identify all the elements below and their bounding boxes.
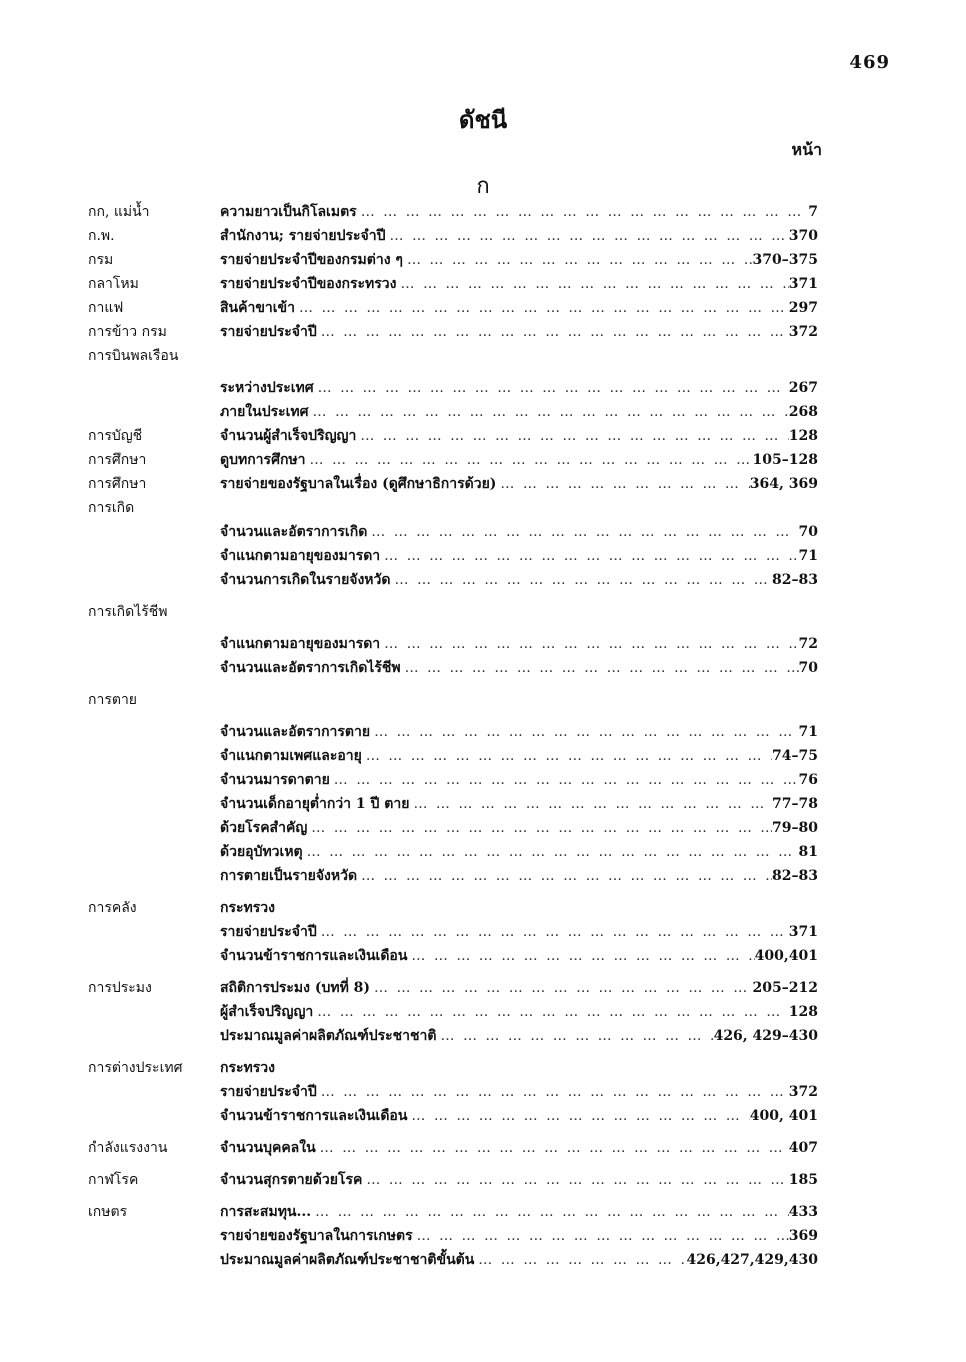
index-term: เกษตร: [88, 1204, 128, 1220]
index-entry-row: [88, 1104, 818, 1128]
leader-dots: [409, 792, 772, 816]
index-entry-row: [88, 976, 818, 1000]
index-subentry: จำนวนบุคคลใน: [220, 1140, 316, 1156]
page-reference: 7: [808, 204, 818, 220]
page-reference: 205–212: [752, 980, 818, 996]
leader-dots: [307, 816, 772, 840]
index-entry-row: [88, 448, 818, 472]
page-reference: 74–75: [772, 748, 818, 764]
leader-dots: [362, 1168, 788, 1192]
index-subentry: ด้วยโรคสำคัญ: [220, 820, 308, 836]
leader-dots: [370, 976, 753, 1000]
index-entry-row: [88, 1080, 818, 1104]
index-subentry: ดูบทการศึกษา: [220, 452, 306, 468]
index-entry-row: [88, 424, 818, 448]
page-reference: 76: [798, 772, 818, 788]
index-entry-row: [88, 744, 818, 768]
index-subentry: ผู้สำเร็จปริญญา: [220, 1004, 314, 1020]
page-reference: 70: [798, 524, 818, 540]
index-entries: [88, 200, 818, 1272]
index-entry-row: [88, 376, 818, 400]
index-subentry: รายจ่ายประจำปีของกระทรวง: [220, 276, 397, 292]
leader-dots: [309, 400, 789, 424]
index-entry-row: [88, 1056, 818, 1080]
page-reference: 433: [788, 1204, 818, 1220]
leader-dots: [397, 272, 789, 296]
index-entry-row: [88, 840, 818, 864]
page-reference: 372: [788, 324, 818, 340]
page-reference: 79–80: [772, 820, 818, 836]
page-reference: 426,427,429,430: [686, 1252, 818, 1268]
index-entry-row: [88, 320, 818, 344]
index-term: กลาโหม: [88, 276, 139, 292]
index-entry-row: [88, 720, 818, 744]
index-subentry: รายจ่ายประจำปี: [220, 1084, 317, 1100]
index-term: การเกิด: [88, 500, 135, 516]
leader-dots: [380, 632, 798, 656]
index-term: การข้าว กรม: [88, 324, 167, 340]
page-reference: 82–83: [772, 868, 818, 884]
index-term: การต่างประเทศ: [88, 1060, 183, 1076]
leader-dots: [370, 720, 798, 744]
index-subentry: การตายเป็นรายจังหวัด: [220, 868, 358, 884]
page-reference: 82–83: [772, 572, 818, 588]
index-entry-row: [88, 768, 818, 792]
index-term: การบินพลเรือน: [88, 348, 179, 364]
index-entry-row: [88, 568, 818, 592]
leader-dots: [317, 920, 789, 944]
index-entry-row: [88, 1168, 818, 1192]
index-subentry: จำนวนข้าราชการและเงินเดือน: [220, 948, 408, 964]
index-subentry: รายจ่ายประจำปี: [220, 924, 317, 940]
leader-dots: [391, 568, 773, 592]
leader-dots: [316, 1136, 789, 1160]
index-subentry: จำนวนสุกรตายด้วยโรค: [220, 1172, 363, 1188]
leader-dots: [413, 1224, 789, 1248]
page-reference: 268: [788, 404, 818, 420]
index-subentry: กระทรวง: [220, 1060, 275, 1076]
page-reference: 81: [798, 844, 818, 860]
index-term: การคลัง: [88, 900, 137, 916]
page-reference: 71: [798, 548, 818, 564]
page-reference: 407: [788, 1140, 818, 1156]
index-subentry: ด้วยอุบัทวเหตุ: [220, 844, 303, 860]
page-reference: 371: [788, 276, 818, 292]
index-entry-row: [88, 272, 818, 296]
index-term: การบัญชี: [88, 428, 143, 444]
index-entry-row: [88, 544, 818, 568]
index-entry-row: [88, 600, 818, 624]
page-reference: 400, 401: [749, 1108, 818, 1124]
page-reference: 369: [788, 1228, 818, 1244]
index-term: กรม: [88, 252, 114, 268]
index-subentry: กระทรวง: [220, 900, 275, 916]
index-term: กาฬโรค: [88, 1172, 139, 1188]
index-subentry: จำนวนและอัตราการเกิด: [220, 524, 368, 540]
index-entry-row: [88, 296, 818, 320]
index-term: กาแฟ: [88, 300, 124, 316]
index-subentry: ระหว่างประเทศ: [220, 380, 314, 396]
index-term: กำลังแรงงาน: [88, 1140, 168, 1156]
index-subentry: จำนวนมารดาตาย: [220, 772, 330, 788]
index-subentry: จำนวนและอัตราการตาย: [220, 724, 371, 740]
page-reference: 370: [788, 228, 818, 244]
page-reference: 364, 369: [749, 476, 818, 492]
index-entry-row: [88, 632, 818, 656]
leader-dots: [303, 840, 799, 864]
leader-dots: [295, 296, 789, 320]
index-subentry: สินค้าขาเข้า: [220, 300, 295, 316]
leader-dots: [306, 448, 753, 472]
leader-dots: [357, 200, 809, 224]
index-subentry: จำนวนเด็กอายุต่ำกว่า 1 ปี ตาย: [220, 796, 410, 812]
index-subentry: การสะสมทุน...: [220, 1204, 312, 1220]
page-reference: 71: [798, 724, 818, 740]
leader-dots: [401, 656, 799, 680]
leader-dots: [311, 1200, 789, 1224]
leader-dots: [313, 1000, 789, 1024]
index-subentry: จำนวนการเกิดในรายจังหวัด: [220, 572, 391, 588]
index-subentry: ภายในประเทศ: [220, 404, 309, 420]
page-reference: 370–375: [752, 252, 818, 268]
section-letter: ก: [476, 174, 490, 199]
index-entry-row: [88, 248, 818, 272]
page-title: ดัชนี: [458, 105, 508, 134]
index-subentry: สถิติการประมง (บทที่ 8): [220, 980, 371, 996]
leader-dots: [496, 472, 749, 496]
index-term: ก.พ.: [88, 228, 115, 244]
index-subentry: จำแนกตามเพศและอายุ: [220, 748, 362, 764]
leader-dots: [330, 768, 799, 792]
index-entry-row: [88, 864, 818, 888]
page-column-header: หน้า: [791, 140, 822, 159]
leader-dots: [380, 544, 798, 568]
leader-dots: [317, 1080, 789, 1104]
index-entry-row: [88, 1024, 818, 1048]
leader-dots: [317, 320, 789, 344]
leader-dots: [362, 744, 772, 768]
index-entry-row: [88, 1000, 818, 1024]
page-reference: 426, 429–430: [713, 1028, 818, 1044]
index-term: การเกิดไร้ชีพ: [88, 604, 168, 620]
index-subentry: ประมาณมูลค่าผลิตภัณฑ์ประชาชาติขั้นต้น: [220, 1252, 475, 1268]
page-reference: 267: [788, 380, 818, 396]
page-reference: 372: [788, 1084, 818, 1100]
index-entry-row: [88, 944, 818, 968]
index-subentry: จำนวนข้าราชการและเงินเดือน: [220, 1108, 408, 1124]
page-reference: 400,401: [754, 948, 818, 964]
leader-dots: [386, 224, 789, 248]
index-entry-row: [88, 1200, 818, 1224]
index-subentry: จำแนกตามอายุของมารดา: [220, 636, 381, 652]
page-reference: 72: [798, 636, 818, 652]
index-subentry: ความยาวเป็นกิโลเมตร: [220, 204, 357, 220]
page-reference: 297: [788, 300, 818, 316]
page-reference: 77–78: [772, 796, 818, 812]
leader-dots: [314, 376, 789, 400]
index-entry-row: [88, 496, 818, 520]
page-reference: 371: [788, 924, 818, 940]
index-entry-row: [88, 920, 818, 944]
index-entry-row: [88, 1224, 818, 1248]
leader-dots: [403, 248, 753, 272]
index-subentry: รายจ่ายของรัฐบาลในเรื่อง (ดูศึกษาธิการด้วย): [220, 476, 497, 492]
index-term: การศึกษา: [88, 452, 147, 468]
index-subentry: รายจ่ายประจำปี: [220, 324, 317, 340]
index-term: การศึกษา: [88, 476, 147, 492]
leader-dots: [437, 1024, 714, 1048]
page-reference: 185: [788, 1172, 818, 1188]
leader-dots: [407, 944, 754, 968]
index-term: การตาย: [88, 692, 138, 708]
index-entry-row: [88, 200, 818, 224]
index-subentry: รายจ่ายประจำปีของกรมต่าง ๆ: [220, 252, 403, 268]
page-reference: 105–128: [752, 452, 818, 468]
index-entry-row: [88, 1248, 818, 1272]
index-entry-row: [88, 656, 818, 680]
index-subentry: จำแนกตามอายุของมารดา: [220, 548, 381, 564]
leader-dots: [474, 1248, 686, 1272]
page-reference: 70: [798, 660, 818, 676]
page-number: 469: [849, 52, 890, 73]
index-entry-row: [88, 792, 818, 816]
index-term: การประมง: [88, 980, 152, 996]
index-term: กก, แม่น้ำ: [88, 204, 150, 220]
leader-dots: [357, 864, 772, 888]
index-entry-row: [88, 224, 818, 248]
page-reference: 128: [788, 1004, 818, 1020]
leader-dots: [356, 424, 788, 448]
index-entry-row: [88, 520, 818, 544]
leader-dots: [407, 1104, 749, 1128]
index-entry-row: [88, 688, 818, 712]
index-subentry: จำนวนผู้สำเร็จปริญญา: [220, 428, 357, 444]
index-subentry: สำนักงาน; รายจ่ายประจำปี: [220, 228, 386, 244]
index-entry-row: [88, 1136, 818, 1160]
index-subentry: จำนวนและอัตราการเกิดไร้ชีพ: [220, 660, 401, 676]
index-entry-row: [88, 400, 818, 424]
index-entry-row: [88, 896, 818, 920]
index-entry-row: [88, 344, 818, 368]
leader-dots: [367, 520, 798, 544]
index-subentry: รายจ่ายของรัฐบาลในการเกษตร: [220, 1228, 413, 1244]
page-reference: 128: [788, 428, 818, 444]
index-entry-row: [88, 816, 818, 840]
index-entry-row: [88, 472, 818, 496]
index-subentry: ประมาณมูลค่าผลิตภัณฑ์ประชาชาติ: [220, 1028, 437, 1044]
